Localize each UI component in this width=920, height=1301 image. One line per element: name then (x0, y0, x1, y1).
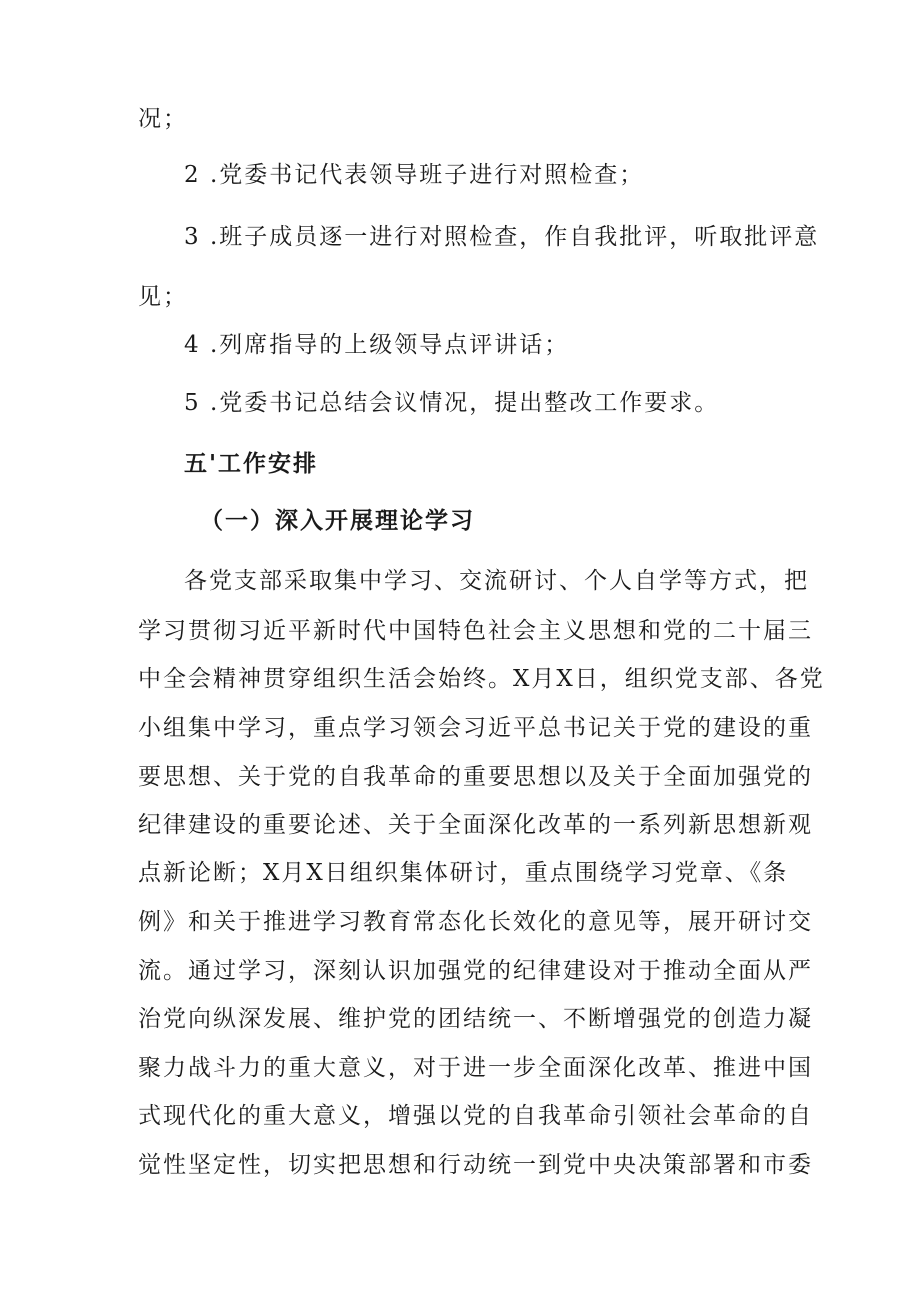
paragraph-line: 流。通过学习，深刻认识加强党的纪律建设对于推动全面从严 (138, 958, 813, 984)
paragraph-line: 要思想、关于党的自我革命的重要思想以及关于全面加强党的 (138, 764, 813, 790)
list-item-4: 4 .列席指导的上级领导点评讲话； (184, 332, 570, 358)
paragraph-line: 例》和关于推进学习教育常态化长效化的意见等，展开研讨交 (138, 909, 813, 935)
paragraph-line: 学习贯彻习近平新时代中国特色社会主义思想和党的二十届三 (138, 618, 813, 644)
paragraph-line: 治党向纵深发展、维护党的团结统一、不断增强党的创造力凝 (138, 1006, 813, 1032)
list-item-3-continuation: 见； (138, 284, 188, 310)
text-line-continuation: 况； (138, 106, 188, 132)
paragraph-line: 觉性坚定性，切实把思想和行动统一到党中央决策部署和市委 (138, 1152, 813, 1178)
paragraph-line: 各党支部采取集中学习、交流研讨、个人自学等方式，把 (184, 568, 809, 594)
paragraph-line: 式现代化的重大意义，增强以党的自我革命引领社会革命的自 (138, 1103, 813, 1129)
paragraph-line: 点新论断；X月X日组织集体研讨，重点围绕学习党章、《条 (138, 860, 789, 886)
list-item-2: 2 .党委书记代表领导班子进行对照检查； (184, 162, 645, 188)
subsection-heading: （一）深入开展理论学习 (200, 508, 475, 534)
paragraph-line: 纪律建设的重要论述、关于全面深化改革的一系列新思想新观 (138, 812, 813, 838)
paragraph-line: 聚力战斗力的重大意义，对于进一步全面深化改革、推进中国 (138, 1055, 813, 1081)
list-item-3: 3 .班子成员逐一进行对照检查，作自我批评，听取批评意 (184, 224, 820, 250)
list-item-5: 5 .党委书记总结会议情况，提出整改工作要求。 (184, 390, 720, 416)
paragraph-line: 中全会精神贯穿组织生活会始终。X月X日，组织党支部、各党 (138, 666, 825, 692)
paragraph-line: 小组集中学习，重点学习领会习近平总书记关于党的建设的重 (138, 715, 813, 741)
section-heading: 五'工作安排 (184, 451, 319, 477)
